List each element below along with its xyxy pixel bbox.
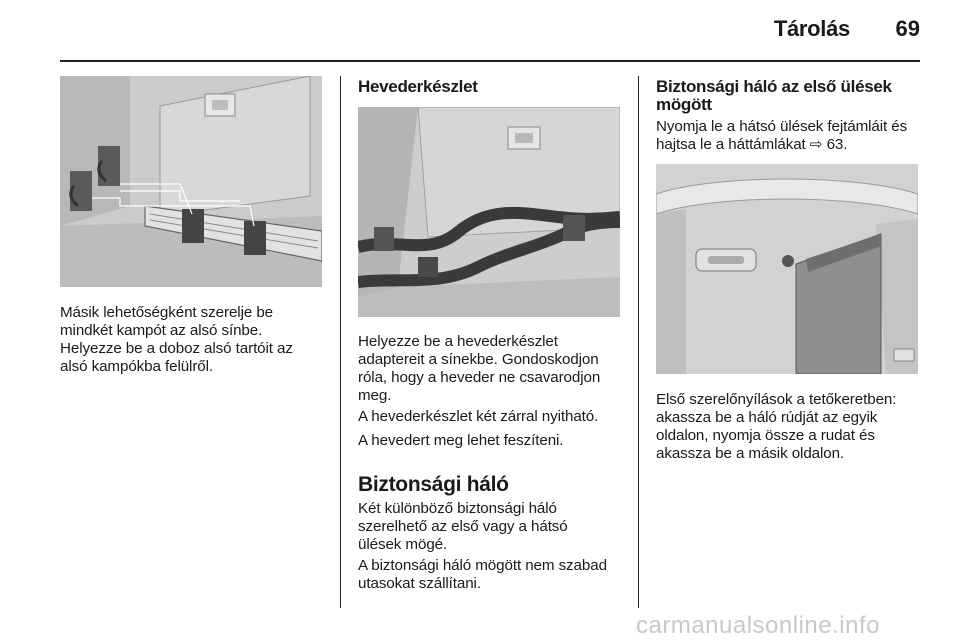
col2-paragraph-1 <box>358 333 630 405</box>
column-divider-2 <box>638 76 639 608</box>
heading-halo-elso-ulesek <box>656 78 936 114</box>
watermark: carmanualsonline.info <box>636 612 880 639</box>
col3-line <box>656 136 946 154</box>
col3-line: akassza be a háló rúdját az egyik <box>656 409 878 426</box>
col2-line: A biztonsági háló mögött nem szabad <box>358 557 607 574</box>
col1-line: Helyezze be a doboz alsó tartóit az <box>60 340 293 357</box>
page-reference-link[interactable]: 63. <box>826 136 848 153</box>
col3-line: Első szerelőnyílások a tetőkeretben: <box>656 391 897 408</box>
col2-line: Helyezze be a hevederkészlet <box>358 333 558 350</box>
col3-paragraph-2 <box>656 391 946 463</box>
col2-line: Két különböző biztonsági háló <box>358 500 557 517</box>
header-rule <box>60 60 920 62</box>
col1-line: Másik lehetőségként szerelje be <box>60 304 274 321</box>
figure-roof-frame-openings <box>656 164 918 374</box>
page-reference-arrow-icon: ⇨ <box>809 136 823 153</box>
col3-paragraph-1 <box>656 118 946 154</box>
col2-line: ülések mögé. <box>358 536 448 553</box>
col1-paragraph <box>60 304 330 376</box>
col3-heading-line: mögött <box>656 95 712 114</box>
col2-line: szerelhető az első vagy a hátsó <box>358 518 568 535</box>
col1-line: alsó kampókba felülről. <box>60 358 214 375</box>
col2-line: adaptereit a sínekbe. Gondoskodjon <box>358 351 599 368</box>
col2-paragraph-5 <box>358 557 630 593</box>
section-title: Tárolás <box>773 16 850 41</box>
col3-line: oldalon, nyomja össze a rudat és <box>656 427 875 444</box>
col2-line: meg. <box>358 387 392 404</box>
col2-paragraph-2: A hevederkészlet két zárral nyitható. <box>358 408 599 425</box>
page-number: 69 <box>895 16 920 41</box>
col3-heading-line: Biztonsági háló az első ülések <box>656 77 892 96</box>
figure-hooks-rail <box>60 76 322 287</box>
col3-line-text: hajtsa le a háttámlákat <box>656 136 806 153</box>
col1-line: mindkét kampót az alsó sínbe. <box>60 322 263 339</box>
col2-paragraph-4 <box>358 500 630 554</box>
col3-line: akassza be a másik oldalon. <box>656 445 845 462</box>
heading-hevederkeszlet: Hevederkészlet <box>358 77 478 96</box>
col2-paragraph-3: A hevedert meg lehet feszíteni. <box>358 432 564 449</box>
col2-line: róla, hogy a heveder ne csavarodjon <box>358 369 601 386</box>
figure-strap-kit <box>358 107 620 317</box>
heading-biztonsagi-halo: Biztonsági háló <box>358 473 509 496</box>
col3-line: Nyomja le a hátsó ülések fejtámláit és <box>656 118 908 135</box>
column-divider-1 <box>340 76 341 608</box>
col2-line: utasokat szállítani. <box>358 575 481 592</box>
